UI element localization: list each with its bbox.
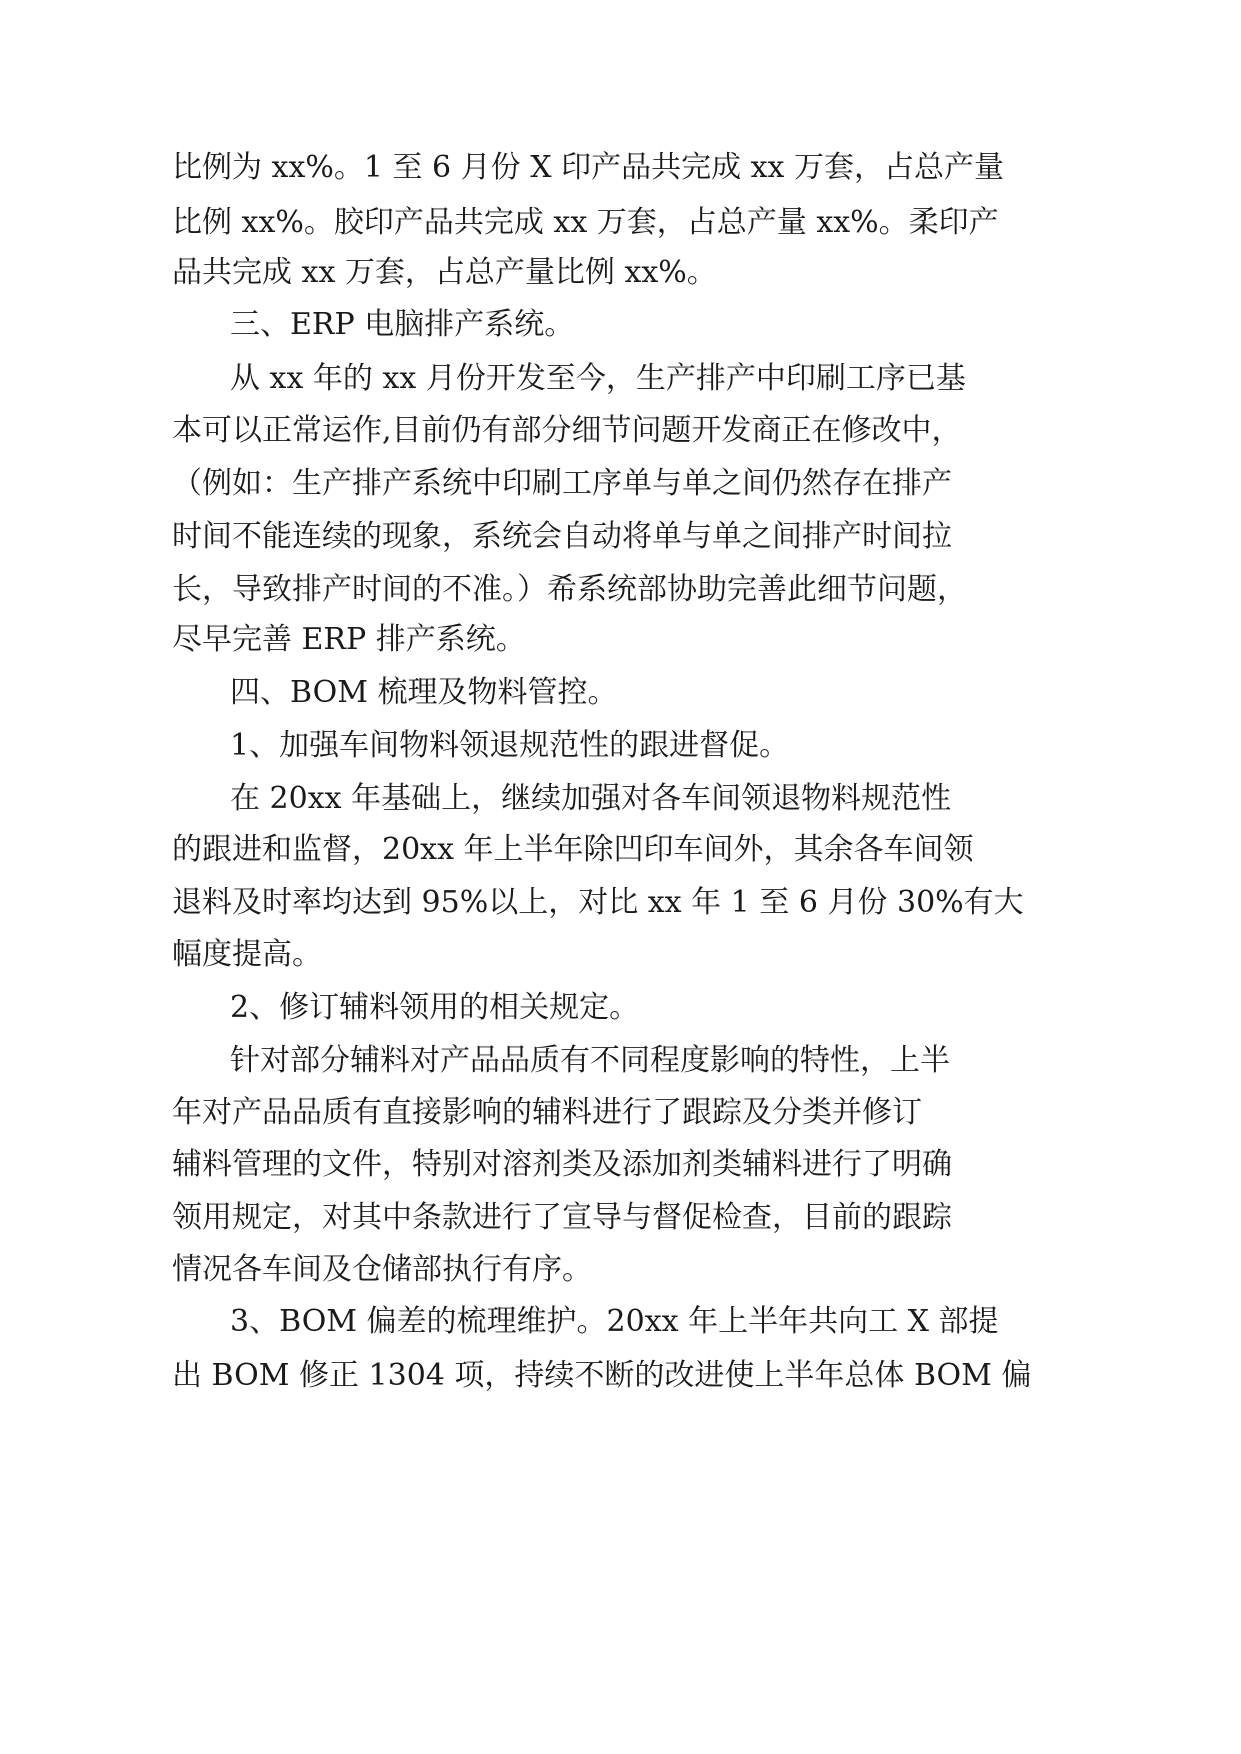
line-text: 领用规定，对其中条款进行了宣导与督促检查，目前的跟踪 (172, 1200, 952, 1235)
line-text: 时间不能连续的现象，系统会自动将单与单之间排产时间拉 (172, 519, 952, 554)
text-line (0, 610, 1241, 670)
text-line (0, 243, 1241, 303)
line-text: 幅度提高。 (172, 937, 322, 972)
line-text: 的跟进和监督，20xx 年上半年除凹印车间外，其余各车间领 (172, 832, 974, 867)
line-text: 比例 xx%。胶印产品共完成 xx 万套，占总产量 xx%。柔印产 (172, 205, 999, 240)
line-text: 年对产品品质有直接影响的辅料进行了跟踪及分类并修订 (172, 1095, 922, 1130)
line-text: 比例为 xx%。1 至 6 月份 X 印产品共完成 xx 万套，占总产量 (172, 150, 1005, 185)
subsection-heading (0, 978, 1241, 1038)
line-text: 辅料管理的文件，特别对溶剂类及添加剂类辅料进行了明确 (172, 1147, 952, 1182)
subsection-heading (0, 1292, 1241, 1352)
line-text: 2、修订辅料领用的相关规定。 (230, 990, 640, 1025)
line-text: 针对部分辅料对产品品质有不同程度影响的特性，上半 (230, 1043, 950, 1078)
line-text: 在 20xx 年基础上，继续加强对各车间领退物料规范性 (230, 781, 952, 816)
line-text: 从 xx 年的 xx 月份开发至今，生产排产中印刷工序已基 (230, 361, 966, 396)
text-line (0, 1083, 1241, 1143)
text-line (0, 873, 1241, 933)
text-line (0, 1135, 1241, 1195)
text-line (0, 138, 1241, 198)
text-line (0, 1188, 1241, 1248)
text-line (0, 401, 1241, 461)
subsection-heading (0, 716, 1241, 776)
line-text: 出 BOM 修正 1304 项，持续不断的改进使上半年总体 BOM 偏 (172, 1358, 1032, 1393)
section-heading (0, 663, 1241, 723)
section-heading (0, 295, 1241, 355)
line-text: （例如：生产排产系统中印刷工序单与单之间仍然存在排产 (172, 466, 952, 501)
text-line (0, 1240, 1241, 1300)
text-line (0, 454, 1241, 514)
text-line (0, 349, 1241, 409)
text-line (0, 1031, 1241, 1091)
line-text: 情况各车间及仓储部执行有序。 (172, 1252, 592, 1287)
line-text: 长，导致排产时间的不准。）希系统部协助完善此细节问题， (172, 572, 967, 607)
line-text: 3、BOM 偏差的梳理维护。20xx 年上半年共向工 X 部提 (230, 1304, 999, 1339)
text-line (0, 925, 1241, 985)
line-text: 三、ERP 电脑排产系统。 (230, 307, 575, 342)
line-text: 品共完成 xx 万套，占总产量比例 xx%。 (172, 255, 717, 290)
text-line (0, 507, 1241, 567)
line-text: 本可以正常运作,目前仍有部分细节问题开发商正在修改中， (172, 413, 962, 448)
text-line (0, 820, 1241, 880)
line-text: 退料及时率均达到 95%以上，对比 xx 年 1 至 6 月份 30%有大 (172, 885, 1024, 920)
text-line (0, 1346, 1241, 1406)
line-text: 四、BOM 梳理及物料管控。 (230, 675, 618, 710)
line-text: 1、加强车间物料领退规范性的跟进督促。 (230, 728, 790, 763)
line-text: 尽早完善 ERP 排产系统。 (172, 622, 526, 657)
